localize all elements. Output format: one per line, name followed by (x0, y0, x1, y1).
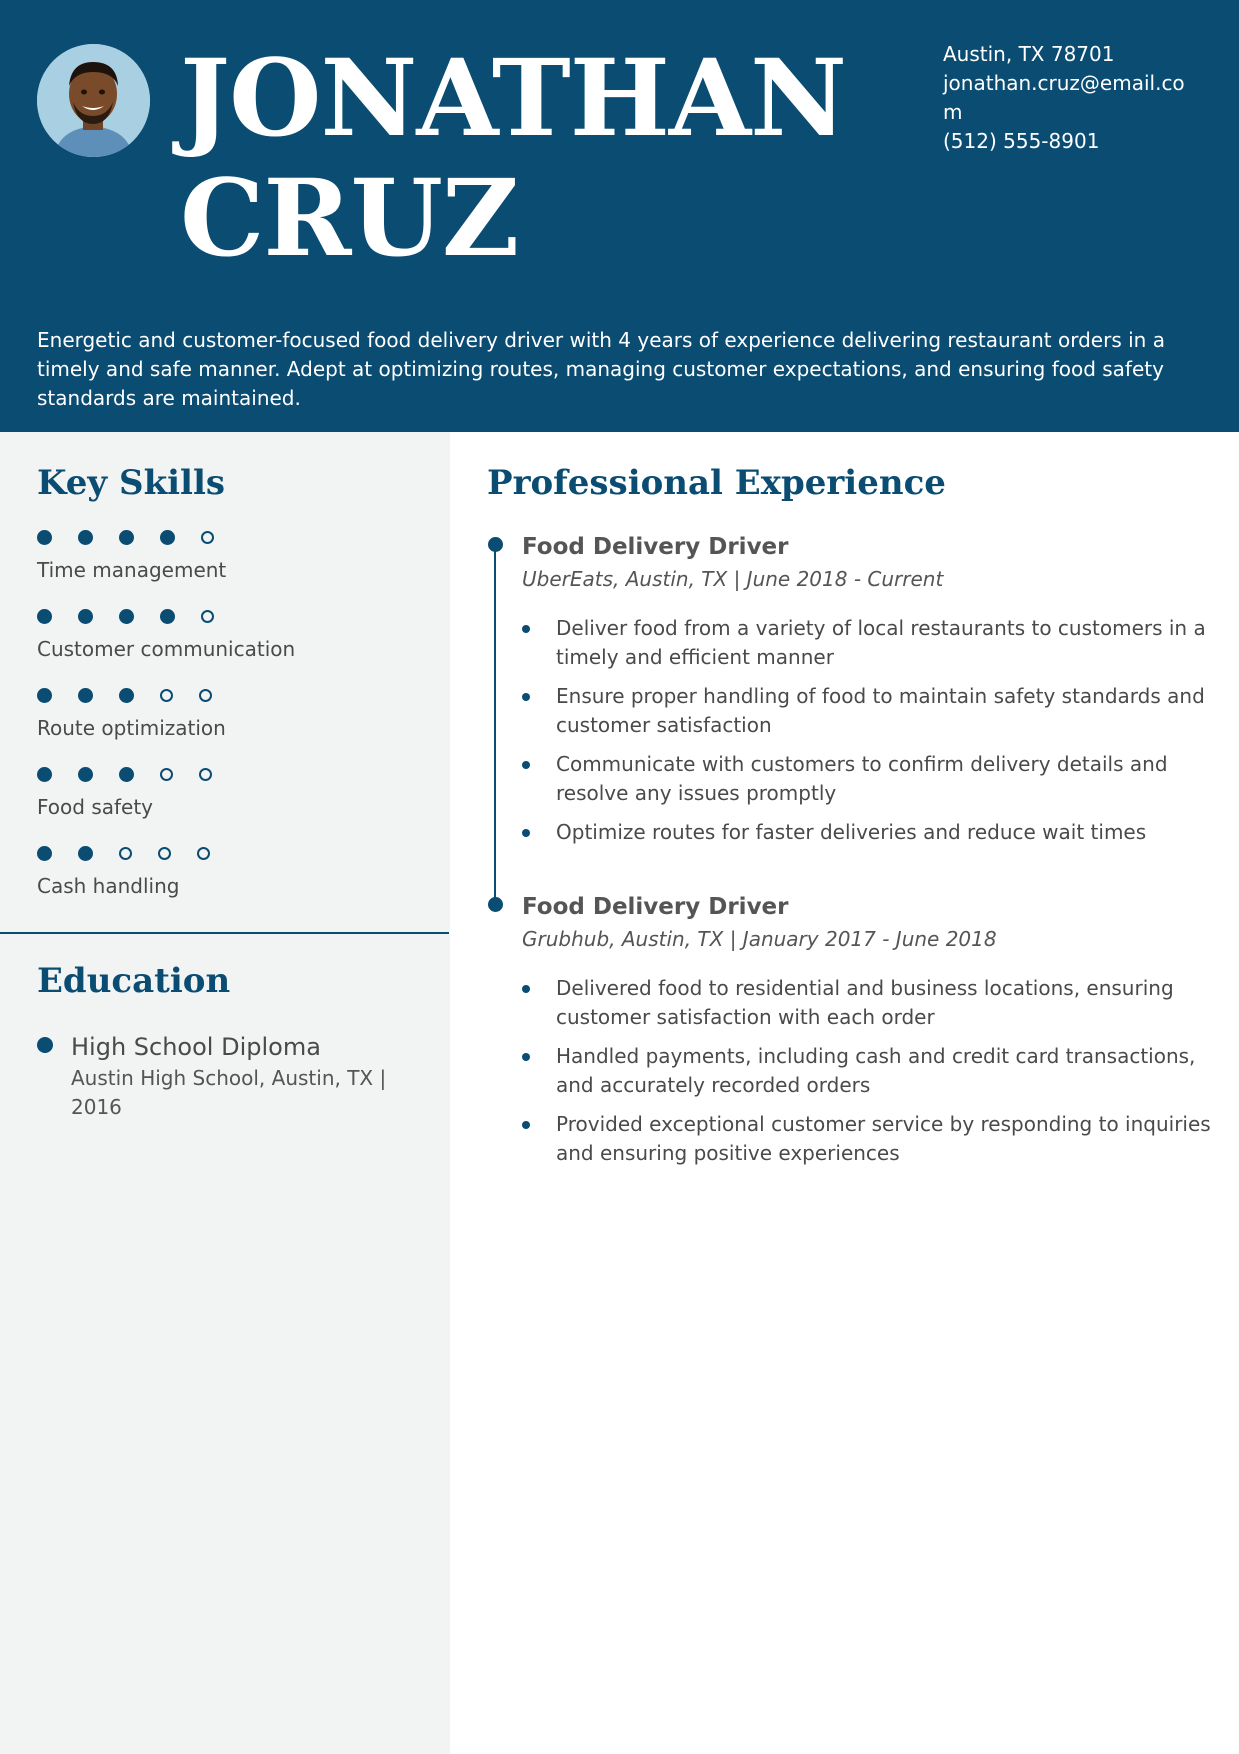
education-school: Austin High School, Austin, TX | 2016 (71, 1066, 387, 1119)
skill-rating (37, 841, 437, 865)
rating-dot-empty-icon (199, 768, 212, 781)
job-bullets (522, 974, 1212, 1178)
rating-dot-filled-icon (37, 846, 52, 861)
job-bullet-text: Provided exceptional customer service by responding to inquiries and ensuring positive experiences (556, 1112, 1211, 1165)
rating-dot-empty-icon (201, 531, 214, 544)
bullet-icon (522, 1121, 530, 1129)
sidebar-divider (0, 932, 449, 934)
skill-label: Time management (37, 558, 227, 582)
last-name: CRUZ (180, 155, 519, 280)
job-bullet-text: Optimize routes for faster deliveries and reduce wait times (556, 820, 1147, 844)
professional-summary: Energetic and customer-focused food delivery driver with 4 years of experience delivering restaurant orders in a timely and safe manner. Adept at optimizing routes, managing customer expectations, and ensuring food safety standards are maintained. (37, 328, 1165, 410)
job-bullet (522, 1110, 1212, 1168)
rating-dot-filled-icon (78, 530, 93, 545)
timeline-node-icon (488, 537, 503, 552)
skill-item (37, 683, 437, 762)
first-name: JONATHAN (180, 35, 846, 160)
rating-dot-filled-icon (37, 530, 52, 545)
job-title: Food Delivery Driver (522, 534, 789, 560)
job-bullet-text: Deliver food from a variety of local restaurants to customers in a timely and efficient manner (556, 616, 1206, 669)
sidebar (0, 432, 450, 1754)
skill-item (37, 762, 437, 841)
rating-dot-filled-icon (37, 609, 52, 624)
job-title: Food Delivery Driver (522, 894, 789, 920)
bullet-icon (522, 625, 530, 633)
skills-list (37, 525, 437, 920)
bullet-icon (522, 693, 530, 701)
rating-dot-filled-icon (78, 688, 93, 703)
rating-dot-filled-icon (119, 688, 134, 703)
skill-label: Route optimization (37, 716, 226, 740)
rating-dot-filled-icon (119, 609, 134, 624)
skill-rating (37, 762, 437, 786)
education-bullet-icon (37, 1037, 53, 1053)
rating-dot-filled-icon (37, 688, 52, 703)
skill-rating (37, 604, 437, 628)
job-meta: Grubhub, Austin, TX | January 2017 - June 2018 (522, 927, 997, 951)
job-bullet (522, 614, 1212, 672)
bullet-icon (522, 985, 530, 993)
skill-label: Food safety (37, 795, 154, 819)
rating-dot-empty-icon (199, 689, 212, 702)
job-bullet-text: Ensure proper handling of food to maintain safety standards and customer satisfaction (556, 684, 1205, 737)
timeline-line (494, 544, 496, 904)
rating-dot-filled-icon (37, 767, 52, 782)
bullet-icon (522, 761, 530, 769)
job-bullet (522, 1042, 1212, 1100)
rating-dot-empty-icon (160, 768, 173, 781)
profile-photo (37, 44, 150, 157)
rating-dot-empty-icon (201, 610, 214, 623)
job-bullet (522, 682, 1212, 740)
rating-dot-filled-icon (160, 609, 175, 624)
bullet-icon (522, 829, 530, 837)
skill-label: Cash handling (37, 874, 180, 898)
experience-heading: Professional Experience (487, 463, 946, 503)
resume-header (0, 0, 1239, 432)
rating-dot-filled-icon (119, 767, 134, 782)
job-bullet-text: Delivered food to residential and business locations, ensuring customer satisfaction with each order (556, 976, 1174, 1029)
skill-item (37, 604, 437, 683)
education-item (37, 1030, 417, 1122)
rating-dot-filled-icon (119, 530, 134, 545)
rating-dot-filled-icon (78, 846, 93, 861)
phone[interactable]: (512) 555-8901 (943, 129, 1100, 153)
job-meta: UberEats, Austin, TX | June 2018 - Current (522, 567, 944, 591)
skill-label: Customer communication (37, 637, 296, 661)
job-bullet-text: Handled payments, including cash and credit card transactions, and accurately recorded orders (556, 1044, 1196, 1097)
address: Austin, TX 78701 (943, 42, 1115, 66)
bullet-icon (522, 1053, 530, 1061)
rating-dot-empty-icon (197, 847, 210, 860)
contact-info (943, 40, 1203, 156)
skill-item (37, 841, 437, 920)
education-heading: Education (37, 961, 231, 1001)
rating-dot-empty-icon (158, 847, 171, 860)
rating-dot-filled-icon (160, 530, 175, 545)
job-bullet (522, 750, 1212, 808)
skill-item (37, 525, 437, 604)
job-bullet (522, 818, 1212, 847)
email[interactable]: jonathan.cruz@email.com (943, 71, 1185, 124)
skill-rating (37, 525, 437, 549)
education-degree: High School Diploma (71, 1033, 321, 1061)
rating-dot-filled-icon (78, 767, 93, 782)
skills-heading: Key Skills (37, 463, 226, 503)
job-bullets (522, 614, 1212, 857)
avatar-illustration (37, 44, 150, 157)
full-name (180, 35, 900, 280)
rating-dot-empty-icon (119, 847, 132, 860)
job-bullet-text: Communicate with customers to confirm delivery details and resolve any issues promptly (556, 752, 1168, 805)
rating-dot-filled-icon (78, 609, 93, 624)
timeline-node-icon (488, 897, 503, 912)
skill-rating (37, 683, 437, 707)
rating-dot-empty-icon (160, 689, 173, 702)
job-bullet (522, 974, 1212, 1032)
